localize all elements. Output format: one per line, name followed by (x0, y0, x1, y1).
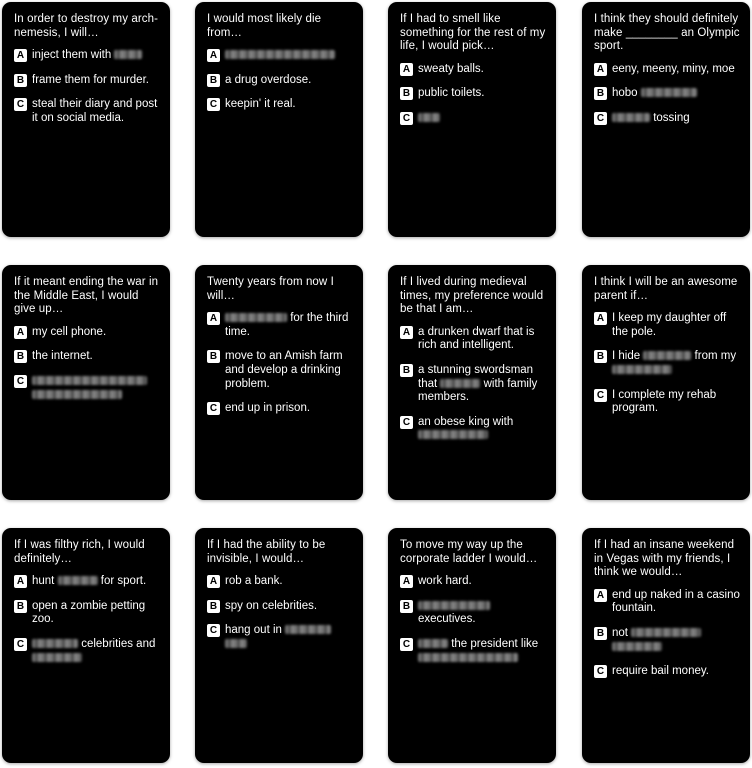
option-letter-badge: B (594, 87, 607, 100)
option-letter-badge: A (14, 575, 27, 588)
option-text (32, 600, 160, 627)
option-text (225, 600, 317, 614)
option-text (32, 375, 147, 402)
redacted-text (418, 601, 490, 610)
option-main-text: for the third time. (225, 312, 349, 338)
card-question: To move my way up the corporate ladder I would… (400, 539, 538, 565)
option-text (418, 575, 472, 589)
card-question: Twenty years from now I will… (207, 276, 334, 302)
option-text (612, 589, 740, 616)
answer-option (14, 638, 160, 665)
option-letter-badge: B (400, 600, 413, 613)
answer-options (594, 312, 740, 416)
option-letter-badge: A (400, 575, 413, 588)
answer-option (207, 600, 353, 614)
redacted-text (612, 642, 662, 651)
answer-option (400, 638, 546, 665)
option-main-text: work hard. (418, 575, 472, 588)
answer-option (14, 98, 160, 125)
answer-option (14, 49, 160, 63)
answer-option (594, 350, 740, 377)
option-text (418, 63, 484, 77)
option-letter-badge: A (594, 589, 607, 602)
answer-option (400, 600, 546, 627)
card-question: If I lived during medieval times, my preference would be that I am… (400, 276, 544, 316)
option-letter-badge: C (207, 402, 220, 415)
answer-options (14, 326, 160, 402)
card-question: I think they should definitely make ________ an Olympic sport. (594, 13, 740, 53)
answer-option (594, 112, 740, 126)
option-main-text: eeny, meeny, miny, moe (612, 62, 735, 75)
card-question: I think I will be an awesome parent if… (594, 276, 738, 302)
redacted-text (440, 379, 480, 388)
option-main-text: keepin' it real. (225, 98, 296, 111)
answer-options (207, 49, 353, 112)
question-card (582, 528, 750, 763)
answer-option (14, 326, 160, 340)
option-main-text: I complete my rehab program. (612, 388, 717, 415)
option-main-text: I hide (612, 350, 641, 363)
option-main-text: I keep my daughter off the pole. (612, 312, 727, 338)
option-text (225, 350, 353, 391)
option-letter-badge: B (400, 87, 413, 100)
option-main-text: a drunken dwarf that is rich and intelligent. (418, 325, 535, 352)
option-letter-badge: C (594, 112, 607, 125)
option-text (225, 74, 311, 88)
option-text (225, 624, 331, 651)
option-main-text: not (612, 626, 628, 639)
option-text (612, 350, 736, 377)
option-main-text: my cell phone. (32, 325, 107, 338)
redacted-text (32, 639, 78, 648)
option-main-text: spy on celebrities. (225, 599, 318, 612)
option-letter-badge: A (594, 63, 607, 76)
option-text (225, 402, 310, 416)
option-letter-badge: A (207, 49, 220, 62)
question-card (388, 528, 556, 763)
redacted-text (225, 639, 247, 648)
answer-option (400, 364, 546, 405)
answer-option (400, 87, 546, 101)
option-main-text: tossing (653, 111, 690, 124)
answer-option (594, 627, 740, 654)
option-main-text: hunt (32, 575, 55, 588)
option-letter-badge: C (14, 375, 27, 388)
option-text (612, 63, 735, 77)
answer-options (14, 575, 160, 665)
option-letter-badge: A (14, 49, 27, 62)
option-letter-badge: B (14, 600, 27, 613)
redacted-text (641, 88, 697, 97)
answer-option (400, 575, 546, 589)
redacted-text (32, 653, 82, 662)
answer-option (594, 589, 740, 616)
option-text (225, 98, 296, 112)
redacted-text (225, 313, 287, 322)
option-main-text: require bail money. (612, 665, 709, 678)
option-text (32, 638, 155, 665)
option-text (32, 49, 142, 63)
option-text (418, 364, 546, 405)
question-card (195, 2, 363, 237)
option-main-text: hobo (612, 87, 638, 100)
option-letter-badge: B (400, 364, 413, 377)
question-card (195, 528, 363, 763)
redacted-text (418, 639, 448, 648)
option-main-text: the internet. (32, 350, 93, 363)
option-text (612, 112, 690, 126)
question-card (582, 2, 750, 237)
option-main-text: sweaty balls. (418, 62, 484, 75)
redacted-text (32, 390, 122, 399)
option-letter-badge: B (594, 350, 607, 363)
option-text (612, 389, 740, 416)
redacted-text (285, 625, 331, 634)
option-main-text: celebrities and (81, 637, 156, 650)
card-question: If I had the ability to be invisible, I would… (207, 539, 326, 565)
answer-option (207, 312, 353, 339)
card-question: If it meant ending the war in the Middle East, I would give up… (14, 276, 159, 316)
option-letter-badge: A (14, 326, 27, 339)
answer-options (594, 589, 740, 679)
option-main-text: an obese king with (418, 415, 514, 428)
option-letter-badge: C (594, 665, 607, 678)
option-main-text: open a zombie petting zoo. (32, 599, 146, 626)
option-text (32, 98, 160, 125)
option-letter-badge: B (207, 74, 220, 87)
redacted-text (612, 113, 650, 122)
redacted-text (612, 365, 672, 374)
option-main-text: hang out in (225, 624, 282, 637)
option-main-text: inject them with (32, 49, 112, 62)
option-letter-badge: A (207, 575, 220, 588)
question-card (2, 2, 170, 237)
option-text (225, 49, 335, 63)
redacted-text (643, 351, 691, 360)
redacted-text (32, 376, 147, 385)
redacted-text (631, 628, 701, 637)
option-trailing-text: from my (694, 350, 737, 363)
option-text (32, 74, 149, 88)
answer-options (400, 575, 546, 665)
answer-options (400, 326, 546, 443)
option-letter-badge: C (14, 98, 27, 111)
answer-option (207, 350, 353, 391)
answer-option (207, 74, 353, 88)
option-text (418, 112, 440, 126)
question-card (388, 2, 556, 237)
option-main-text: rob a bank. (225, 575, 283, 588)
option-letter-badge: C (207, 624, 220, 637)
option-main-text: the president like (451, 637, 539, 650)
answer-option (14, 74, 160, 88)
option-main-text: executives. (418, 613, 476, 626)
redacted-text (225, 50, 335, 59)
option-text (418, 638, 538, 665)
option-main-text: end up in prison. (225, 402, 311, 415)
question-card (195, 265, 363, 500)
option-letter-badge: A (207, 312, 220, 325)
answer-options (400, 63, 546, 126)
option-text (225, 575, 283, 589)
option-main-text: move to an Amish farm and develop a drinking problem. (225, 350, 343, 390)
option-letter-badge: C (400, 112, 413, 125)
card-question: If I had to smell like something for the rest of my life, I would pick… (400, 13, 546, 53)
answer-options (594, 63, 740, 126)
answer-options (207, 575, 353, 651)
redacted-text (58, 576, 98, 585)
option-letter-badge: C (594, 389, 607, 402)
option-text (32, 326, 106, 340)
option-main-text: a stunning swordsman that (418, 363, 534, 390)
card-question: I would most likely die from… (207, 13, 322, 39)
answer-options (207, 312, 353, 416)
option-text (418, 87, 484, 101)
answer-options (14, 49, 160, 125)
option-letter-badge: C (207, 98, 220, 111)
answer-option (594, 312, 740, 339)
option-letter-badge: B (207, 600, 220, 613)
option-letter-badge: B (207, 350, 220, 363)
answer-option (14, 350, 160, 364)
question-card (2, 265, 170, 500)
redacted-text (418, 430, 488, 439)
option-text (32, 575, 146, 589)
option-letter-badge: A (594, 312, 607, 325)
answer-option (400, 326, 546, 353)
answer-option (400, 112, 546, 126)
option-text (32, 350, 93, 364)
answer-option (594, 63, 740, 77)
option-main-text: steal their diary and post it on social media. (32, 98, 158, 124)
option-text (418, 600, 546, 627)
option-letter-badge: C (400, 638, 413, 651)
option-trailing-text: for sport. (100, 575, 147, 588)
card-question: If I was filthy rich, I would definitely… (14, 539, 145, 565)
question-card (582, 265, 750, 500)
answer-option (207, 98, 353, 112)
option-letter-badge: A (400, 63, 413, 76)
option-letter-badge: B (14, 350, 27, 363)
option-trailing-text: with family members. (418, 377, 538, 404)
option-letter-badge: C (14, 638, 27, 651)
option-main-text: a drug overdose. (225, 73, 312, 86)
question-card (2, 528, 170, 763)
option-text (418, 326, 546, 353)
option-text (418, 416, 546, 443)
answer-option (14, 375, 160, 402)
answer-option (594, 665, 740, 679)
option-text (612, 87, 697, 101)
option-text (612, 665, 709, 679)
option-main-text: end up naked in a casino fountain. (612, 588, 740, 615)
answer-option (594, 87, 740, 101)
option-letter-badge: B (14, 74, 27, 87)
question-card (388, 265, 556, 500)
answer-option (400, 416, 546, 443)
option-letter-badge: A (400, 326, 413, 339)
answer-option (207, 49, 353, 63)
answer-option (14, 575, 160, 589)
card-question: If I had an insane weekend in Vegas with my friends, I think we would… (594, 539, 735, 579)
redacted-text (418, 113, 440, 122)
option-text (225, 312, 353, 339)
option-letter-badge: B (594, 627, 607, 640)
answer-option (400, 63, 546, 77)
option-text (612, 627, 701, 654)
card-question: In order to destroy my arch-nemesis, I will… (14, 13, 159, 39)
answer-option (207, 402, 353, 416)
answer-option (594, 389, 740, 416)
redacted-text (418, 653, 518, 662)
option-main-text: frame them for murder. (32, 73, 149, 86)
option-main-text: public toilets. (418, 87, 485, 100)
option-text (612, 312, 740, 339)
answer-option (14, 600, 160, 627)
option-letter-badge: C (400, 416, 413, 429)
answer-option (207, 624, 353, 651)
redacted-text (114, 50, 142, 59)
answer-option (207, 575, 353, 589)
